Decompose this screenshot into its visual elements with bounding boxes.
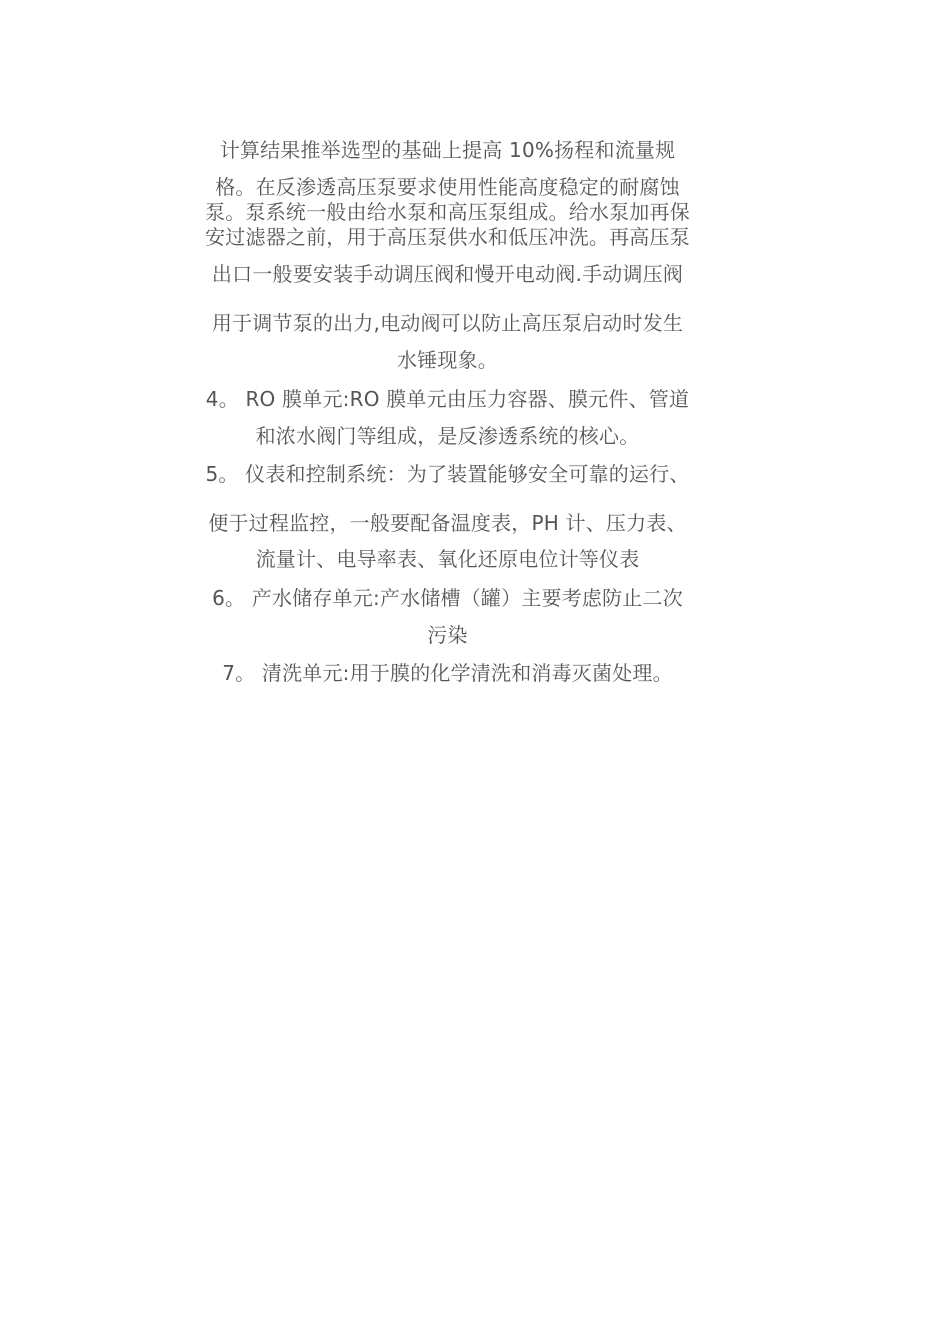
list-item-6: 6。 产水储存单元:产水储槽（罐）主要考虑防止二次 [212,586,683,610]
text-line: 用于调节泵的出力,电动阀可以防止高压泵启动时发生 [211,311,684,335]
text-line: 水锤现象。 [397,348,498,372]
text-line: 和浓水阀门等组成，是反渗透系统的核心。 [255,424,640,448]
text-line: 流量计、电导率表、氧化还原电位计等仪表 [255,547,640,571]
list-item-7: 7。 清洗单元:用于膜的化学清洗和消毒灭菌处理。 [222,661,673,685]
text-line: 出口一般要安装手动调压阀和慢开电动阀.手动调压阀 [211,262,684,286]
text-line: 污染 [427,623,468,647]
text-line: 格。在反渗透高压泵要求使用性能高度稳定的耐腐蚀 [215,175,680,199]
text-line: 便于过程监控，一般要配备温度表，PH 计、压力表、 [208,511,687,535]
list-item-5: 5。 仪表和控制系统：为了装置能够安全可靠的运行、 [205,462,690,486]
list-item-4: 4。 RO 膜单元:RO 膜单元由压力容器、膜元件、管道 [205,387,690,411]
text-line: 计算结果推举选型的基础上提高 10%扬程和流量规 [219,138,676,162]
text-line: 泵。泵系统一般由给水泵和高压泵组成。给水泵加再保 [205,200,690,224]
text-line: 安过滤器之前，用于高压泵供水和低压冲洗。再高压泵 [205,225,690,249]
